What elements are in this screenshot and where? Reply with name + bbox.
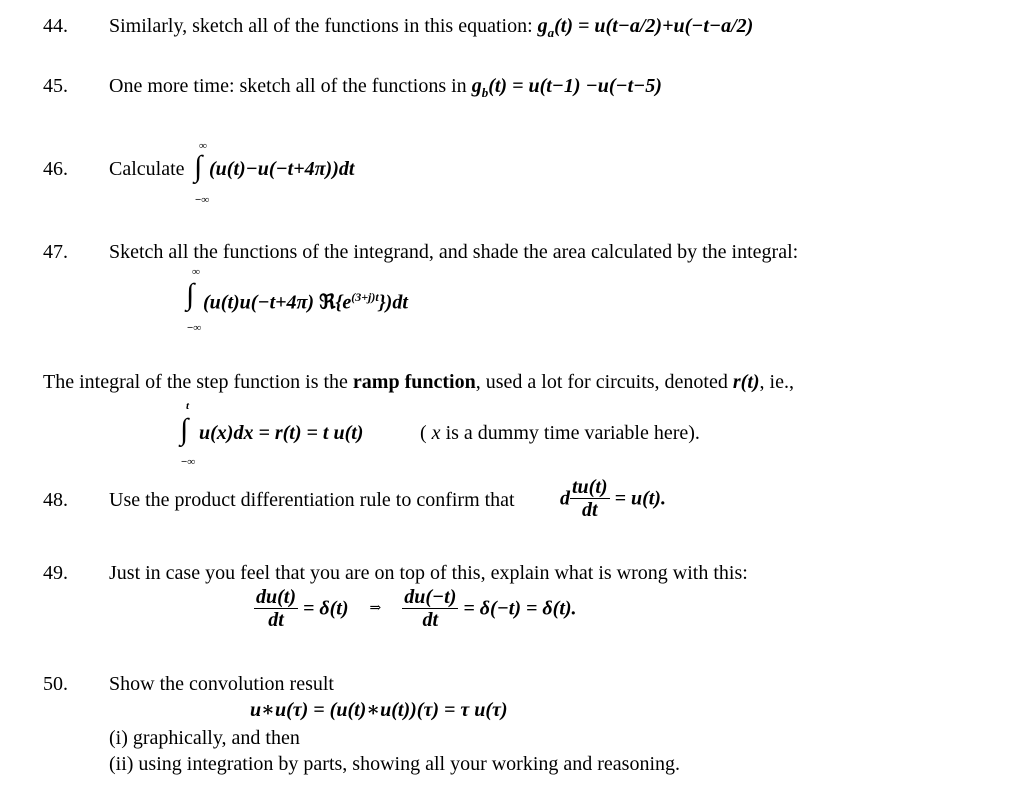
problem-44-text xyxy=(109,14,753,45)
ramp-paragraph xyxy=(43,370,794,394)
problem-49-prompt: Just in case you feel that you are on top of this, explain what is wrong with this: xyxy=(109,562,748,584)
ramp-lower-limit: −∞ xyxy=(181,456,196,468)
part-ii: (ii) using integration by parts, showing all your working and reasoning. xyxy=(109,753,681,775)
ramp-text-a: The integral of the step function is the xyxy=(43,371,348,393)
problem-44-number: 44. xyxy=(43,15,68,37)
problem-48-number: 48. xyxy=(43,489,68,511)
integrand-part-c: })dt xyxy=(378,291,408,314)
ramp-text-c: , ie., xyxy=(759,371,794,393)
fraction-numerator: du(t) xyxy=(256,586,296,608)
note-text: is a dummy time variable here). xyxy=(445,422,700,444)
problem-46-upper-limit: ∞ xyxy=(199,140,207,152)
part-i: (i) graphically, and then xyxy=(109,727,300,749)
problem-45-equation xyxy=(471,75,662,100)
eq-fn: g xyxy=(471,75,482,97)
problem-47-lower-limit: −∞ xyxy=(187,322,202,334)
derivative-d: d xyxy=(560,487,570,510)
problem-44-equation xyxy=(537,15,754,40)
integrand-part-b: {e xyxy=(335,291,352,314)
fraction-2 xyxy=(402,586,458,631)
fraction-numerator: du(−t) xyxy=(404,586,457,608)
problem-46-number: 46. xyxy=(43,158,68,180)
ramp-upper-limit: t xyxy=(186,400,190,412)
ramp-note xyxy=(420,421,700,445)
derivative-fraction xyxy=(570,476,610,521)
problem-48-equation xyxy=(560,476,666,521)
fraction-1 xyxy=(254,586,298,631)
integral-sign: ∫ xyxy=(186,278,195,311)
integrand-part-a: (u(t)u(−t+4π) xyxy=(203,291,315,314)
problem-47-number: 47. xyxy=(43,241,68,263)
problem-49-number: 49. xyxy=(43,562,68,584)
fraction-denominator: dt xyxy=(582,499,598,521)
problem-47-integrand xyxy=(203,285,408,315)
eq-sub: b xyxy=(481,85,489,100)
problem-44-prompt: Similarly, sketch all of the functions in this equation: xyxy=(109,15,533,37)
problem-47-upper-limit: ∞ xyxy=(192,266,200,278)
fraction-denominator: dt xyxy=(422,609,439,631)
problem-45-text xyxy=(109,74,662,105)
fraction-denominator: dt xyxy=(268,609,284,631)
problem-50-prompt: Show the convolution result xyxy=(109,673,334,695)
ramp-equation xyxy=(199,421,363,445)
eq-rhs: (t) = u(t−1) −u(−t−5) xyxy=(488,75,662,97)
eq-fn: g xyxy=(537,15,548,37)
exponent: (3+j)t xyxy=(351,290,379,304)
equation-rhs-1: = δ(t) xyxy=(303,597,349,620)
real-part-icon: ℜ xyxy=(319,291,336,314)
ramp-function-term: ramp function xyxy=(352,371,476,393)
problem-50-number: 50. xyxy=(43,673,68,695)
problem-45-prompt: One more time: sketch all of the functions in xyxy=(109,75,467,97)
problem-46-integrand: (u(t)−u(−t+4π))dt xyxy=(209,158,355,180)
note-paren: ( xyxy=(420,422,427,444)
ramp-text-b: , used a lot for circuits, denoted xyxy=(475,371,728,393)
problem-46-prompt: Calculate xyxy=(109,158,185,180)
problem-45-number: 45. xyxy=(43,75,68,97)
dummy-variable: x xyxy=(431,422,441,444)
problem-48-prompt: Use the product differentiation rule to confirm that xyxy=(109,489,515,511)
ramp-symbol: r(t) xyxy=(732,371,760,393)
problem-46-lower-limit: −∞ xyxy=(195,194,210,206)
ramp-result: = r(t) = t u(t) xyxy=(258,422,364,444)
equation-rhs-2: = δ(−t) = δ(t). xyxy=(463,597,577,620)
problem-47-prompt: Sketch all the functions of the integrand, and shade the area calculated by the integral: xyxy=(109,241,799,263)
convolution-equation: u∗u(τ) = (u(t)∗u(t))(τ) = τ u(τ) xyxy=(250,699,508,721)
integral-sign: ∫ xyxy=(194,150,203,183)
fraction-numerator: tu(t) xyxy=(572,476,608,498)
implies-arrow-icon: ⇒ xyxy=(369,600,382,616)
problem-49-equation xyxy=(254,586,577,631)
equation-rhs: = u(t). xyxy=(614,487,666,510)
ramp-integrand: u(x)dx xyxy=(199,422,254,444)
eq-rhs: (t) = u(t−a/2)+u(−t−a/2) xyxy=(554,15,754,37)
eq-sub: a xyxy=(547,25,555,40)
integral-sign: ∫ xyxy=(180,413,189,446)
